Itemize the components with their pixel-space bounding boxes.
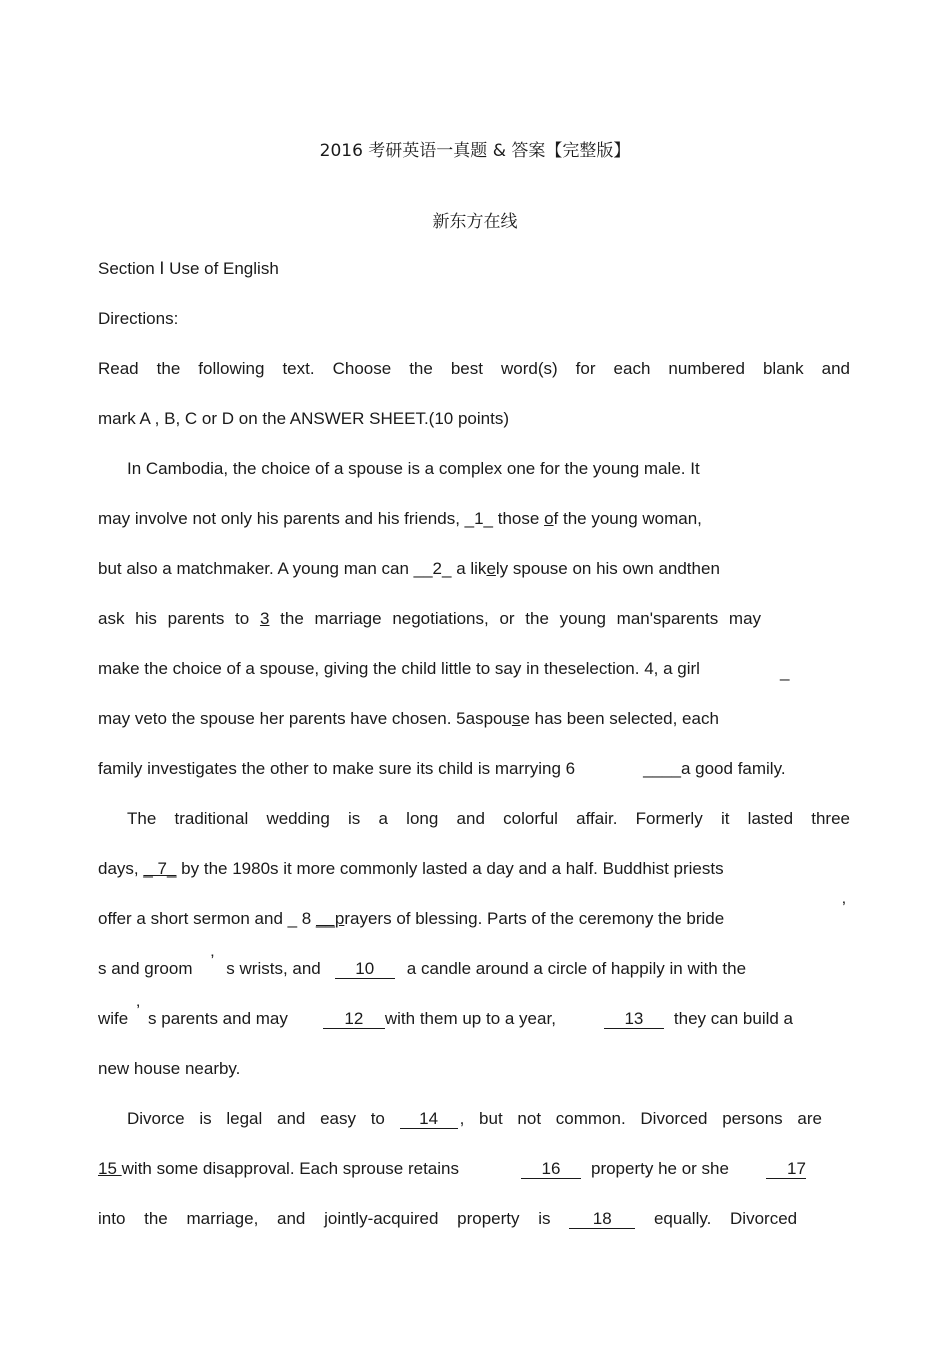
document-title: 2016 考研英语一真题 & 答案【完整版】 (319, 141, 631, 161)
stray-apostrophe: ’ (842, 898, 846, 917)
directions-line-2: mark A , B, C or D on the ANSWER SHEET.(10 points) (98, 409, 509, 428)
blank-16: 16 (521, 1160, 581, 1179)
blank-12: 12 (323, 1010, 385, 1029)
blank-8: __p (315, 909, 345, 928)
passage-line: wife ’ s parents and may 12 with them up to a year, 13 they can build a (98, 1001, 794, 1028)
passage-line: The traditional wedding is a long and colorful affair. Formerly it lasted three (127, 809, 850, 828)
passage-line: In Cambodia, the choice of a spouse is a complex one for the young male. It (127, 459, 700, 478)
blank-17: 17 (766, 1160, 806, 1179)
blank-14: 14 (400, 1110, 458, 1129)
directions-line-1: Read the following text. Choose the best word(s) for each numbered blank and (98, 359, 850, 378)
blank-2: __2_ (413, 559, 452, 578)
blank-6: ____ (643, 759, 681, 778)
directions-label: Directions: (98, 309, 179, 328)
blank-3: 3 (259, 609, 270, 628)
passage-line: ask his parents to 3 the marriage negotiations, or the young man'sparents may (98, 609, 762, 628)
blank-13: 13 (604, 1010, 664, 1029)
passage-line: may veto the spouse her parents have chosen. 5aspouse has been selected, each (98, 709, 719, 728)
passage-line: Divorce is legal and easy to 14 , but not common. Divorced persons are (127, 1109, 822, 1128)
passage-line: into the marriage, and jointly-acquired property is 18 equally. Divorced (98, 1209, 798, 1228)
stray-mark: _ (780, 662, 790, 681)
passage-line: but also a matchmaker. A young man can __2_ a likely spouse on his own andthen (98, 559, 720, 578)
blank-1: _1_ (464, 509, 494, 528)
passage-line: new house nearby. (98, 1059, 241, 1078)
passage-line: family investigates the other to make sure its child is marrying 6 ____a good family. (98, 759, 786, 778)
passage-line: 15 with some disapproval. Each sprouse retains 16 property he or she 17 (98, 1159, 806, 1178)
passage-line: s and groom ’ s wrists, and 10 a candle around a circle of happily in with the (98, 951, 747, 978)
blank-10: 10 (335, 960, 395, 979)
section-heading: Section Ⅰ Use of English (98, 259, 279, 278)
passage-line: make the choice of a spouse, giving the child little to say in theselection. 4, a girl (98, 659, 700, 678)
passage-line: days, _ 7_ by the 1980s it more commonly lasted a day and a half. Buddhist priests (98, 859, 724, 878)
passage-line: may involve not only his parents and his friends, _1_ those of the young woman, (98, 509, 702, 528)
blank-15: 15 (98, 1159, 122, 1178)
blank-18: 18 (569, 1210, 635, 1229)
passage-line: offer a short sermon and _ 8 __prayers of blessing. Parts of the ceremony the bride (98, 909, 725, 928)
blank-7: _ 7_ (143, 859, 177, 878)
document-source: 新东方在线 (432, 212, 518, 232)
